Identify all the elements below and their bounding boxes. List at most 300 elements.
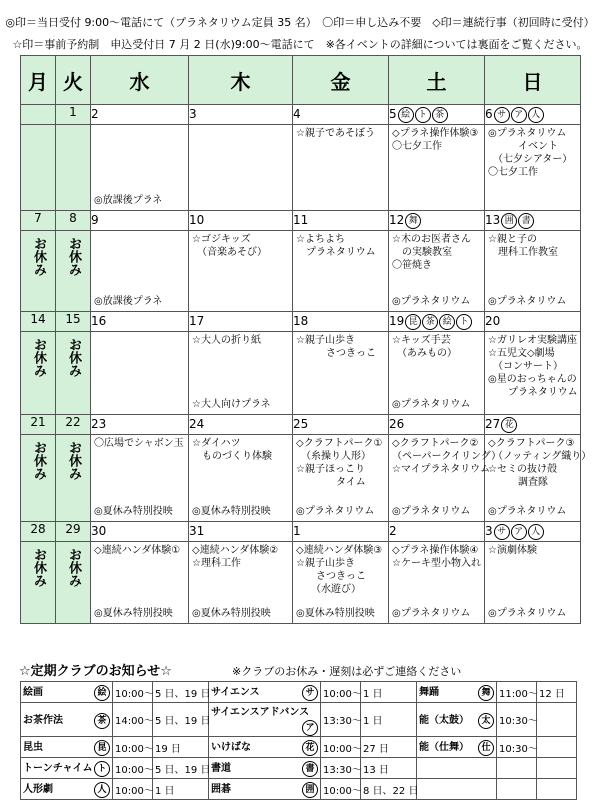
- date-cell: [91, 522, 189, 542]
- event-line: ☆ガリレオ実験講座: [488, 335, 577, 346]
- club-dates: 1 日: [153, 779, 209, 800]
- event-cell: [293, 542, 389, 624]
- event-list: [485, 231, 580, 261]
- club-name: サイエンス: [211, 687, 260, 698]
- date-number: 20: [485, 314, 501, 328]
- week-event-row: [21, 542, 581, 624]
- club-time: 10:00～: [113, 682, 153, 703]
- event-bottom-line: ☆大人向けプラネ: [192, 399, 271, 410]
- club-mark-icon: ト: [456, 314, 472, 330]
- club-name-cell: [209, 737, 321, 758]
- event-line: （音楽あそび）: [192, 247, 267, 258]
- event-cell: [293, 332, 389, 415]
- club-mark-icon: ト: [94, 761, 110, 777]
- club-mark-icon: ア: [302, 720, 318, 736]
- event-cell: [389, 332, 485, 415]
- club-time: 10:00～: [321, 779, 361, 800]
- date-number: 17: [189, 314, 205, 328]
- club-name: いけばな: [211, 742, 251, 753]
- event-line: ◇クラフトパーク②: [392, 438, 479, 449]
- event-line: ☆親と子の: [488, 234, 537, 245]
- event-bottom-line: ◎プラネタリウム: [488, 506, 567, 517]
- club-time: [497, 758, 537, 779]
- event-line: ◇連続ハンダ体験③: [296, 545, 383, 556]
- club-mark-icon: 茶: [94, 713, 110, 729]
- event-line: （ノッティング織り）: [488, 451, 592, 462]
- club-time: 10:30～: [497, 737, 537, 758]
- event-bottom-line: ◎プラネタリウム: [392, 399, 471, 410]
- closed-label: お休み: [66, 338, 81, 377]
- event-line: ☆大人の折り紙: [192, 335, 261, 346]
- club-name: 昆虫: [23, 742, 43, 753]
- event-cell: [485, 332, 581, 415]
- weekday-tue: 火: [56, 56, 91, 105]
- event-line: 〇広場でシャボン玉: [94, 438, 184, 449]
- club-dates: [537, 703, 577, 737]
- date-cell: [91, 211, 189, 231]
- date-number: 18: [293, 314, 309, 328]
- event-cell: [91, 435, 189, 522]
- event-line: 〇七夕工作: [392, 141, 442, 152]
- week-date-row: [21, 105, 581, 125]
- club-mark-icon: 絵: [398, 107, 414, 123]
- club-time: 10:00～: [321, 737, 361, 758]
- club-time: 10:00～: [113, 737, 153, 758]
- closed-label: お休み: [66, 548, 81, 587]
- date-number-mon: 14: [21, 312, 56, 332]
- event-cell: [389, 125, 485, 211]
- event-cell: [91, 542, 189, 624]
- closed-day-cell: [21, 542, 56, 624]
- date-number: 4: [293, 107, 301, 121]
- event-list: [389, 332, 484, 362]
- event-line: 理科工作教室: [488, 247, 558, 258]
- date-cell: [91, 312, 189, 332]
- event-cell: [91, 231, 189, 312]
- date-number: 3: [189, 107, 197, 121]
- event-cell: [91, 332, 189, 415]
- club-mark-icon: 昆: [94, 740, 110, 756]
- event-list: [293, 435, 388, 491]
- event-line: ☆マイプラネタリウム: [392, 464, 491, 475]
- event-list: [389, 542, 484, 572]
- club-mark-icon: 舞: [405, 213, 421, 229]
- date-number: 16: [91, 314, 107, 328]
- event-line: ◎星のおっちゃんの: [488, 374, 577, 385]
- date-number: 11: [293, 213, 309, 227]
- event-bottom-line: ◎夏休み特別投映: [94, 608, 173, 619]
- club-dates: 1 日: [361, 703, 417, 737]
- club-dates: 19 日: [153, 737, 209, 758]
- date-number-tue: 22: [56, 415, 91, 435]
- club-mark-icon: 人: [94, 782, 110, 798]
- event-line: （糸操り人形）: [296, 451, 371, 462]
- event-line: ◎プラネタリウム: [488, 128, 567, 139]
- event-cell: [485, 231, 581, 312]
- weekday-thu: 木: [189, 56, 293, 105]
- date-number-tue: 15: [56, 312, 91, 332]
- club-mark-icon: 茶: [432, 107, 448, 123]
- event-bottom-line: ◎プラネタリウム: [296, 506, 375, 517]
- club-dates: 5 日、19 日: [153, 703, 209, 737]
- date-number: 1: [293, 524, 301, 538]
- event-cell: [293, 125, 389, 211]
- event-list: [91, 332, 188, 336]
- event-list: [485, 435, 592, 491]
- event-list: [389, 231, 484, 274]
- event-bottom-line: ◎プラネタリウム: [392, 296, 471, 307]
- week-event-row: [21, 231, 581, 312]
- event-line: の実験教室: [392, 247, 452, 258]
- date-number: 10: [189, 213, 205, 227]
- club-dates: [537, 737, 577, 758]
- club-mark-icon: 人: [528, 524, 544, 540]
- date-cell: [91, 415, 189, 435]
- club-name: 絵画: [23, 687, 43, 698]
- closed-label: お休み: [66, 237, 81, 276]
- club-section-note: ※クラブのお休み・遅刻は必ずご連絡ください: [232, 665, 462, 678]
- club-name-cell: [417, 703, 497, 737]
- event-line: ☆親子山歩き: [296, 558, 355, 569]
- date-number-mon: [21, 105, 56, 125]
- date-cell: [189, 105, 293, 125]
- club-mark-icon: 舞: [478, 685, 494, 701]
- date-number: 23: [91, 417, 107, 431]
- legend-line-1: ◎印＝当日受付 9:00～電話にて（プラネタリウム定員 35 名） 〇印＝申し込み不要 ◇印＝連続行事（初回時に受付）: [5, 16, 595, 29]
- event-line: ☆キッズ手芸: [392, 335, 451, 346]
- event-list: [293, 231, 388, 261]
- date-number-mon: 28: [21, 522, 56, 542]
- event-list: [389, 435, 502, 478]
- event-line: ☆ゴジキッズ: [192, 234, 251, 245]
- event-line: ☆セミの抜け殻: [488, 464, 557, 475]
- club-row: [21, 737, 577, 758]
- club-mark-icon: サ: [302, 685, 318, 701]
- event-bottom-line: ◎放課後プラネ: [94, 195, 163, 206]
- club-mark-icon: サ: [494, 524, 510, 540]
- event-bottom-line: ◎夏休み特別投映: [94, 506, 173, 517]
- club-name: 能（太鼓）: [419, 714, 469, 726]
- date-cell: [389, 415, 485, 435]
- week-date-row: [21, 312, 581, 332]
- date-number: 6: [485, 107, 493, 121]
- closed-day-cell: [56, 125, 91, 211]
- event-list: [189, 125, 292, 129]
- date-cell: [389, 105, 485, 125]
- club-name: 人形劇: [23, 784, 53, 795]
- club-name-cell: [209, 682, 321, 703]
- club-dates: 5 日、19 日: [153, 682, 209, 703]
- event-list: [91, 125, 188, 129]
- event-bottom-line: ◎プラネタリウム: [392, 506, 471, 517]
- event-bottom-line: ◎プラネタリウム: [488, 296, 567, 307]
- date-number: 30: [91, 524, 107, 538]
- event-line: ◇連続ハンダ体験①: [94, 545, 181, 556]
- event-cell: [189, 125, 293, 211]
- club-name: 舞踊: [419, 687, 439, 698]
- event-line: 〇笹焼き: [392, 260, 432, 271]
- date-cell: [485, 312, 581, 332]
- club-time: 10:00～: [113, 779, 153, 800]
- club-name: 囲碁: [211, 784, 231, 795]
- club-name-cell: [417, 737, 497, 758]
- event-line: タイム: [296, 477, 366, 488]
- club-dates: [537, 758, 577, 779]
- date-cell: [189, 415, 293, 435]
- date-cell: [389, 522, 485, 542]
- date-cell: [485, 415, 581, 435]
- club-name-cell: [21, 682, 113, 703]
- event-bottom-line: ◎プラネタリウム: [392, 608, 471, 619]
- weekday-mon: 月: [21, 56, 56, 105]
- club-time: 14:00～: [113, 703, 153, 737]
- club-row: [21, 758, 577, 779]
- event-line: 〇七夕工作: [488, 167, 538, 178]
- club-name-cell: [21, 758, 113, 779]
- club-name: お茶作法: [23, 714, 63, 726]
- club-time: 13:30～: [321, 758, 361, 779]
- closed-label: お休み: [31, 441, 46, 480]
- club-mark-icon: 昆: [405, 314, 421, 330]
- club-row: [21, 703, 577, 737]
- club-name: 能（仕舞）: [419, 742, 469, 753]
- event-cell: [389, 231, 485, 312]
- weekday-sun: 日: [485, 56, 581, 105]
- event-list: [485, 332, 580, 401]
- event-bottom-line: ◎プラネタリウム: [488, 608, 567, 619]
- event-line: ☆ケーキ型小物入れ: [392, 558, 481, 569]
- date-cell: [485, 522, 581, 542]
- date-number: 5: [389, 107, 397, 121]
- legend-line-2: ☆印＝事前予約制 申込受付日 7 月 2 日(水)9:00～電話にて ※各イベントの詳細については裏面をご覧ください。: [12, 38, 588, 51]
- club-mark-icon: 人: [528, 107, 544, 123]
- event-line: ☆親子ほっこり: [296, 464, 365, 475]
- date-cell: [293, 105, 389, 125]
- closed-day-cell: [21, 435, 56, 522]
- event-line: ☆五児文◇劇場: [488, 348, 555, 359]
- event-cell: [485, 542, 581, 624]
- weekday-header-row: [21, 56, 581, 105]
- date-number: 24: [189, 417, 205, 431]
- club-row: [21, 682, 577, 703]
- event-list: [485, 542, 580, 559]
- club-table: [20, 681, 577, 800]
- club-name-cell: [21, 779, 113, 800]
- closed-day-cell: [56, 332, 91, 415]
- date-number-tue: 1: [56, 105, 91, 125]
- club-dates: 1 日: [361, 682, 417, 703]
- event-list: [189, 332, 292, 349]
- closed-day-cell: [56, 231, 91, 312]
- club-name-cell: [209, 779, 321, 800]
- date-number: 25: [293, 417, 309, 431]
- event-cell: [389, 542, 485, 624]
- event-list: [293, 332, 388, 362]
- event-list: [293, 542, 388, 598]
- event-cell: [189, 542, 293, 624]
- week-event-row: [21, 435, 581, 522]
- date-number: 2: [389, 524, 397, 538]
- club-name-cell: [417, 758, 497, 779]
- event-bottom-line: ◎放課後プラネ: [94, 296, 163, 307]
- date-number: 13: [485, 213, 501, 227]
- club-mark-icon: ト: [415, 107, 431, 123]
- club-mark-icon: 絵: [94, 685, 110, 701]
- event-line: ☆ダイハツ: [192, 438, 241, 449]
- event-list: [389, 125, 484, 155]
- event-line: ☆親子であそぼう: [296, 128, 375, 139]
- event-cell: [189, 332, 293, 415]
- club-mark-icon: 書: [302, 761, 318, 777]
- event-list: [91, 435, 188, 452]
- date-cell: [389, 211, 485, 231]
- date-number: 19: [389, 314, 405, 328]
- week-event-row: [21, 125, 581, 211]
- event-line: ☆親子山歩き: [296, 335, 355, 346]
- event-line: 調査隊: [488, 477, 548, 488]
- club-mark-icon: 絵: [439, 314, 455, 330]
- closed-label: お休み: [66, 441, 81, 480]
- closed-label: お休み: [31, 548, 46, 587]
- week-date-row: [21, 211, 581, 231]
- date-number: 9: [91, 213, 99, 227]
- date-cell: [293, 415, 389, 435]
- club-name-cell: [209, 758, 321, 779]
- closed-day-cell: [56, 542, 91, 624]
- date-number: 27: [485, 417, 501, 431]
- weekday-fri: 金: [293, 56, 389, 105]
- event-line: ☆よちよち: [296, 234, 345, 245]
- club-mark-icon: 囲: [501, 213, 517, 229]
- club-time: 10:00～: [321, 682, 361, 703]
- date-number: 31: [189, 524, 205, 538]
- event-list: [189, 231, 292, 261]
- club-mark-icon: 茶: [422, 314, 438, 330]
- event-line: ☆演劇体験: [488, 545, 537, 556]
- date-cell: [293, 312, 389, 332]
- event-line: （あみもの）: [392, 348, 457, 359]
- event-list: [293, 125, 388, 142]
- date-cell: [485, 105, 581, 125]
- event-cell: [485, 435, 592, 522]
- club-mark-icon: 囲: [302, 782, 318, 798]
- club-mark-icon: サ: [494, 107, 510, 123]
- club-time: 10:30～: [497, 703, 537, 737]
- club-name-cell: [209, 703, 321, 737]
- event-line: ◇クラフトパーク①: [296, 438, 383, 449]
- event-line: ◇連続ハンダ体験②: [192, 545, 279, 556]
- event-line: （コンサート）: [488, 361, 563, 372]
- event-line: （ペーパークイリング）: [392, 451, 502, 462]
- club-mark-icon: ア: [511, 524, 527, 540]
- event-line: ◇クラフトパーク③: [488, 438, 575, 449]
- closed-day-cell: [56, 435, 91, 522]
- date-number-tue: 8: [56, 211, 91, 231]
- club-time: [497, 779, 537, 800]
- week-date-row: [21, 522, 581, 542]
- club-section-title: ☆定期クラブのお知らせ☆: [19, 664, 172, 679]
- date-cell: [293, 522, 389, 542]
- event-line: ものづくり体験: [192, 451, 272, 462]
- event-bottom-line: ◎夏休み特別投映: [296, 608, 375, 619]
- event-line: ☆理科工作: [192, 558, 241, 569]
- event-cell: [293, 435, 389, 522]
- club-mark-icon: 仕: [478, 740, 494, 756]
- event-list: [189, 435, 292, 465]
- club-name-cell: [417, 779, 497, 800]
- event-list: [189, 542, 292, 572]
- club-dates: [537, 779, 577, 800]
- event-cell: [91, 125, 189, 211]
- club-time: 11:00～: [497, 682, 537, 703]
- date-cell: [389, 312, 485, 332]
- event-bottom-line: ◎夏休み特別投映: [192, 608, 271, 619]
- date-number: 12: [389, 213, 405, 227]
- event-calendar: [20, 55, 592, 624]
- event-line: ◇プラネ操作体験③: [392, 128, 479, 139]
- event-line: ☆木のお医者さん: [392, 234, 471, 245]
- club-dates: 13 日: [361, 758, 417, 779]
- closed-label: お休み: [31, 338, 46, 377]
- closed-label: お休み: [31, 237, 46, 276]
- week-event-row: [21, 332, 581, 415]
- event-line: さつきっこ: [296, 348, 376, 359]
- date-number-tue: 29: [56, 522, 91, 542]
- club-name: 書道: [211, 763, 231, 774]
- club-name-cell: [21, 703, 113, 737]
- event-list: [485, 125, 580, 181]
- closed-day-cell: [21, 231, 56, 312]
- date-number: 3: [485, 524, 493, 538]
- club-mark-icon: 花: [501, 417, 517, 433]
- weekday-sat: 土: [389, 56, 485, 105]
- club-dates: 27 日: [361, 737, 417, 758]
- date-cell: [485, 211, 581, 231]
- club-mark-icon: 太: [478, 713, 494, 729]
- date-cell: [189, 312, 293, 332]
- closed-day-cell: [21, 332, 56, 415]
- event-line: （水遊び）: [296, 584, 361, 595]
- date-number-mon: 7: [21, 211, 56, 231]
- event-line: （七夕シアター）: [488, 154, 573, 165]
- club-mark-icon: ア: [511, 107, 527, 123]
- club-name-cell: [21, 737, 113, 758]
- event-line: ◇プラネ操作体験④: [392, 545, 479, 556]
- event-cell: [189, 231, 293, 312]
- club-mark-icon: 花: [302, 740, 318, 756]
- event-cell: [189, 435, 293, 522]
- club-dates: 5 日、19 日: [153, 758, 209, 779]
- club-dates: 12 日: [537, 682, 577, 703]
- date-number: 2: [91, 107, 99, 121]
- club-name: サイエンスアドバンス: [211, 707, 310, 718]
- event-line: プラネタリウム: [296, 247, 376, 258]
- event-line: プラネタリウム: [488, 387, 578, 398]
- weekday-wed: 水: [91, 56, 189, 105]
- event-list: [91, 231, 188, 235]
- date-cell: [189, 522, 293, 542]
- club-name: トーンチャイム: [23, 763, 93, 774]
- event-cell: [485, 125, 581, 211]
- event-line: イベント: [488, 141, 558, 152]
- event-line: さつきっこ: [296, 571, 366, 582]
- club-row: [21, 779, 577, 800]
- event-cell: [293, 231, 389, 312]
- date-cell: [189, 211, 293, 231]
- date-cell: [293, 211, 389, 231]
- week-date-row: [21, 415, 581, 435]
- date-number: 26: [389, 417, 405, 431]
